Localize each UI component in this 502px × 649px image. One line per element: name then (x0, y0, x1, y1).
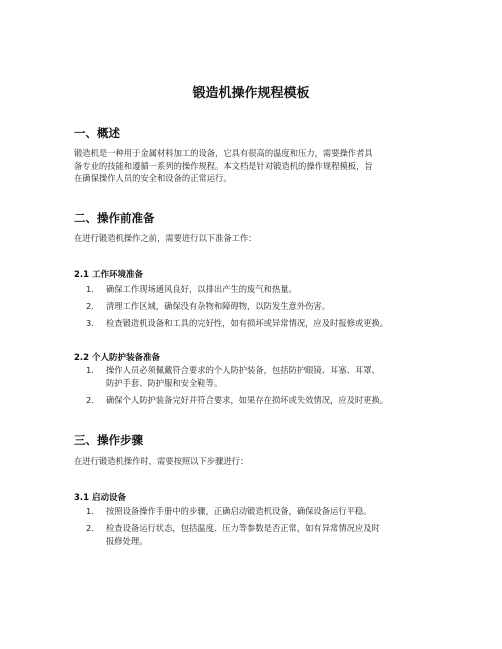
list-item-text (106, 283, 297, 296)
overview-paragraph (74, 147, 373, 185)
list-item-number: 1. (86, 284, 94, 294)
list-item-line: 清理工作区域，确保没有杂物和障碍物，以防发生意外伤害。 (106, 301, 331, 311)
list-item-number: 1. (86, 365, 94, 375)
list-item-number: 1. (86, 506, 94, 516)
list-item-number: 2. (86, 301, 94, 311)
document-title: 锻造机操作规程模板 (192, 86, 310, 101)
list-item-text (106, 522, 380, 547)
subsection-heading-startup: 3.1 启动设备 (74, 493, 127, 503)
list-item-number: 2. (86, 395, 94, 405)
list-item-text (106, 300, 330, 313)
paragraph-line: 在进行锻造机操作之前，需要进行以下准备工作： (74, 233, 257, 243)
list-item-text (106, 394, 388, 407)
paragraph-line: 在进行锻造机操作时，需要按照以下步骤进行： (74, 456, 249, 466)
section-heading-steps: 三、操作步骤 (74, 433, 143, 447)
list-item-line: 检查设备运行状态，包括温度、压力等参数是否正常，如有异常情况应及时 (106, 523, 380, 533)
paragraph-line: 锻造机是一种用于金属材料加工的设备，它具有很高的温度和压力，需要操作者具 (74, 148, 373, 158)
list-item-number: 2. (86, 523, 94, 533)
subsection-heading-ppe: 2.2 个人防护装备准备 (74, 353, 161, 363)
list-item-line: 按照设备操作手册中的步骤，正确启动锻造机设备，确保设备运行平稳。 (106, 506, 372, 516)
paragraph-line: 备专业的技能和遵循一系列的操作规程。本文档是针对锻造机的操作规程模板，旨 (74, 160, 373, 171)
list-item-line: 操作人员必须佩戴符合要求的个人防护装备，包括防护眼镜、耳塞、耳罩、 (106, 365, 380, 375)
steps-intro (74, 455, 248, 468)
list-item-text (106, 364, 380, 389)
section-heading-preparation: 二、操作前准备 (74, 211, 155, 225)
subsection-heading-environment: 2.1 工作环境准备 (74, 270, 144, 280)
list-item-number: 3. (86, 318, 94, 328)
list-item-line: 检查锻造机设备和工具的完好性，如有损坏或异常情况，应及时报修或更换。 (106, 318, 389, 328)
list-item-line: 报修处理。 (106, 535, 148, 546)
list-item-line: 确保工作现场通风良好，以排出产生的废气和热量。 (106, 284, 297, 294)
list-item-text (106, 317, 388, 330)
list-item-line: 防护手套、防护服和安全鞋等。 (106, 377, 223, 388)
paragraph-line: 在确保操作人员的安全和设备的正常运行。 (74, 173, 232, 183)
list-item-line: 确保个人防护装备完好并符合要求，如果存在损坏或失效情况，应及时更换。 (106, 395, 389, 405)
preparation-intro (74, 232, 257, 245)
list-item-text (106, 505, 372, 518)
section-heading-overview: 一、概述 (74, 126, 120, 140)
